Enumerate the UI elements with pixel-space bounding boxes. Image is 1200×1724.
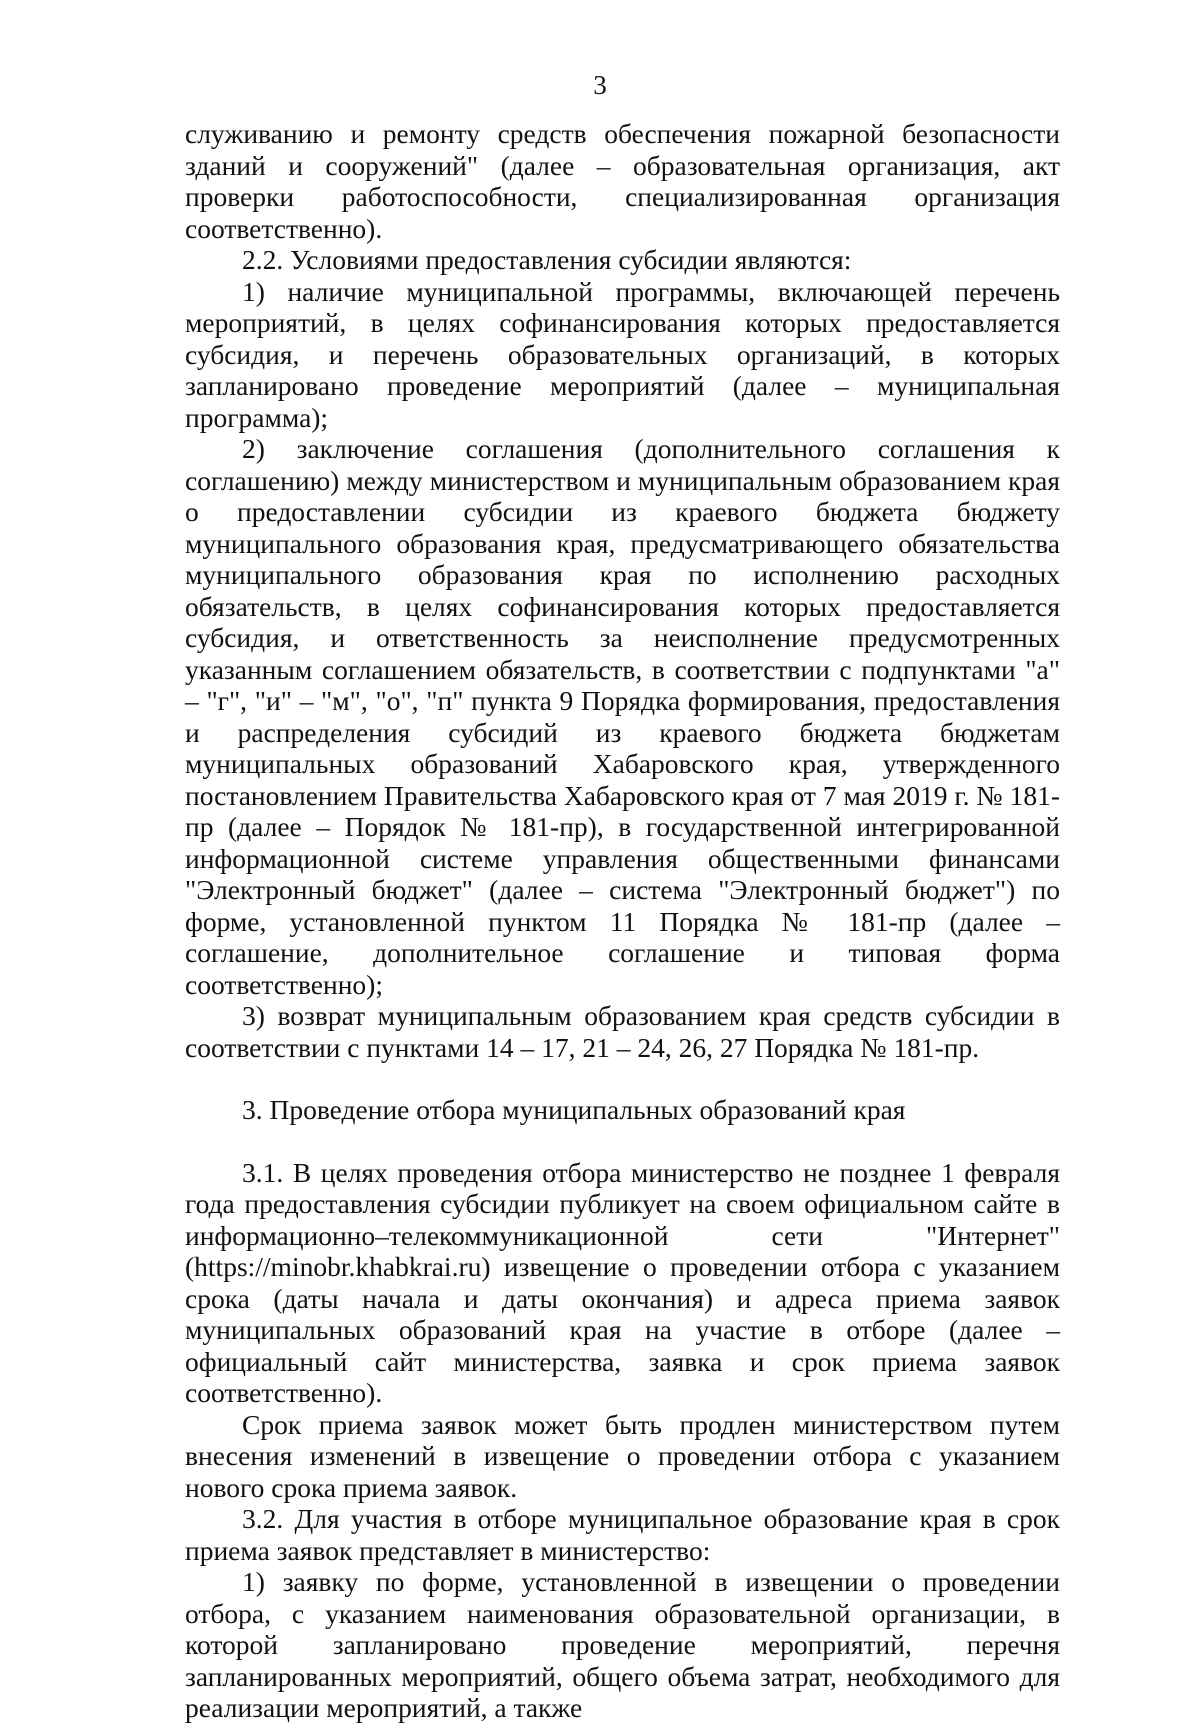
document-body xyxy=(185,118,1060,1724)
paragraph-3-2: 3.2. Для участия в отборе муниципальное образование края в срок приема заявок представляет в министерство: xyxy=(185,1503,1060,1566)
paragraph-3-1: 3.1. В целях проведения отбора министерство не позднее 1 февраля года предоставления субсидии публикует на своем официальном сайте в информационно–телекоммуникационной сети "Интернет" (https://minobr.khabkrai.ru) извещение о проведении отбора с указанием срока (даты начала и даты окончания) и адреса приема заявок муниципальных образований края на участие в отборе (далее – официальный сайт министерства, заявка и срок приема заявок соответственно). xyxy=(185,1156,1060,1408)
paragraph-2-2-item-1: 1) наличие муниципальной программы, включающей перечень мероприятий, в целях софинансирования которых предоставляется субсидия, и перечень образовательных организаций, в которых запланировано проведение мероприятий (далее – муниципальная программа); xyxy=(185,275,1060,433)
paragraph-2-2-item-2: 2) заключение соглашения (дополнительного соглашения к соглашению) между министерством и муниципальным образованием края о предоставлении субсидии из краевого бюджета бюджету муниципального образования края, предусматривающего обязательства муниципального образования края по исполнению расходных обязательств, в целях софинансирования которых предоставляется субсидия, и ответственность за неисполнение предусмотренных указанным соглашением обязательств, в соответствии с подпунктами "а" – "г", "и" – "м", "о", "п" пункта 9 Порядка формирования, предоставления и распределения субсидий из краевого бюджета бюджетам муниципальных образований Хабаровского края, утвержденного постановлением Правительства Хабаровского края от 7 мая 2019 г. № 181-пр (далее – Порядок № 181-пр), в государственной интегрированной информационной системе управления общественными финансами "Электронный бюджет" (далее – система "Электронный бюджет") по форме, установленной пунктом 11 Порядка № 181-пр (далее – соглашение, дополнительное соглашение и типовая форма соответственно); xyxy=(185,433,1060,1000)
paragraph-3-1-extension: Срок приема заявок может быть продлен министерством путем внесения изменений в извещение о проведении отбора с указанием нового срока приема заявок. xyxy=(185,1408,1060,1503)
paragraph-3-2-item-1: 1) заявку по форме, установленной в извещении о проведении отбора, с указанием наименования образовательной организации, в которой запланировано проведение мероприятий, перечня запланированных мероприятий, общего объема затрат, необходимого для реализации мероприятий, а также xyxy=(185,1566,1060,1723)
paragraph-2-2: 2.2. Условиями предоставления субсидии являются: xyxy=(242,244,852,275)
paragraph-continuation: служиванию и ремонту средств обеспечения пожарной безопасности зданий и сооружений" (далее – образовательная организация, акт проверки работоспособности, специализированная организация соответственно). xyxy=(185,118,1060,244)
paragraph-2-2-item-3: 3) возврат муниципальным образованием края средств субсидии в соответствии с пунктами 14 – 17, 21 – 24, 26, 27 Порядка № 181-пр. xyxy=(185,1000,1060,1063)
page-number: 3 xyxy=(593,70,607,100)
section-title: 3. Проведение отбора муниципальных образований края xyxy=(242,1094,906,1125)
